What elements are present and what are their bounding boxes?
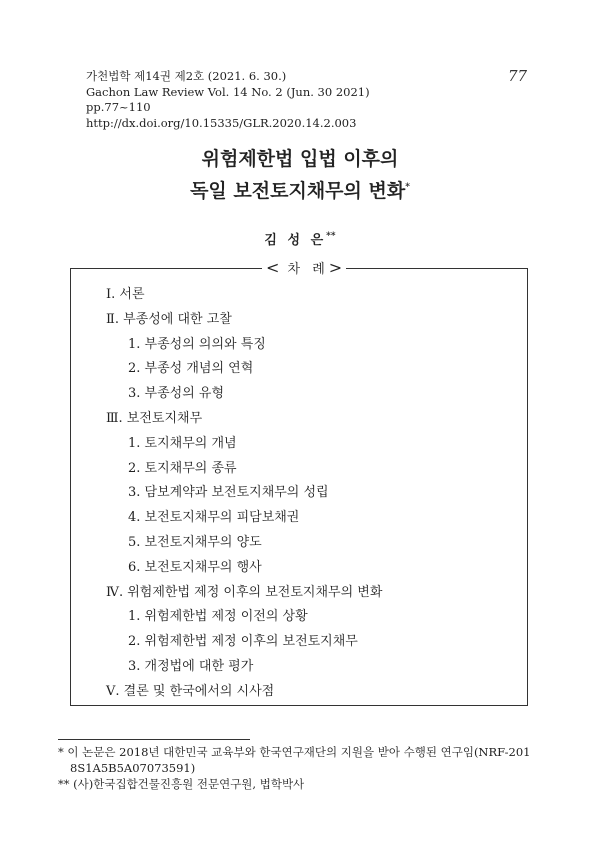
paper-title-line-2: 독일 보전토지채무의 변화* bbox=[190, 180, 410, 202]
journal-citation-en: Gachon Law Review Vol. 14 No. 2 (Jun. 30 2021) bbox=[86, 84, 370, 99]
toc-section: Ⅴ. 결론 및 한국에서의 시사점 bbox=[106, 683, 275, 699]
title-footnote-marker: * bbox=[405, 182, 410, 193]
author-footnote-marker: ** bbox=[326, 231, 336, 242]
toc-subsection: 3. 부종성의 유형 bbox=[128, 386, 225, 402]
toc-subsection: 1. 위험제한법 제정 이전의 상황 bbox=[128, 609, 308, 625]
toc-subsection: 2. 토지채무의 종류 bbox=[128, 460, 237, 476]
paper-title-line-1: 위험제한법 입법 이후의 bbox=[201, 148, 399, 170]
toc-subsection: 2. 부종성 개념의 연혁 bbox=[128, 361, 254, 377]
toc-heading: < 차 례> bbox=[262, 258, 346, 280]
toc-section: Ⅱ. 부종성에 대한 고찰 bbox=[106, 311, 232, 327]
page-range: pp.77~110 bbox=[86, 100, 151, 114]
toc-subsection: 4. 보전토지채무의 피담보채권 bbox=[128, 510, 300, 526]
right-angle-bracket: > bbox=[328, 258, 343, 277]
toc-subsection: 1. 부종성의 의의와 특징 bbox=[128, 336, 266, 352]
footnote-2: ** (사)한국집합건물진흥원 전문연구원, 법학박사 bbox=[58, 777, 305, 791]
toc-subsection: 3. 담보계약과 보전토지채무의 성립 bbox=[128, 485, 329, 501]
table-of-contents bbox=[106, 283, 382, 705]
page-number: 77 bbox=[508, 67, 528, 85]
footnote-1-continuation: 8S1A5B5A07073591) bbox=[70, 761, 196, 775]
footnote-divider bbox=[58, 739, 250, 740]
toc-section: Ⅲ. 보전토지채무 bbox=[106, 410, 203, 426]
toc-subsection: 2. 위험제한법 제정 이후의 보전토지채무 bbox=[128, 634, 358, 650]
doi-link[interactable]: http://dx.doi.org/10.15335/GLR.2020.14.2.003 bbox=[86, 115, 357, 130]
left-angle-bracket: < bbox=[266, 258, 280, 277]
footnotes bbox=[58, 744, 538, 792]
toc-section: Ⅰ. 서론 bbox=[106, 287, 145, 302]
toc-section: Ⅳ. 위험제한법 제정 이후의 보전토지채무의 변화 bbox=[106, 584, 383, 600]
journal-header bbox=[86, 69, 370, 131]
toc-subsection: 1. 토지채무의 개념 bbox=[128, 435, 237, 451]
journal-citation: 가천법학 제14권 제2호 (2021. 6. 30.) bbox=[86, 69, 287, 83]
toc-subsection: 5. 보전토지채무의 양도 bbox=[128, 534, 262, 550]
toc-subsection: 6. 보전토지채무의 행사 bbox=[128, 559, 262, 575]
footnote-1: * 이 논문은 2018년 대한민국 교육부와 한국연구재단의 지원을 받아 수행된 연구임(NRF-201 bbox=[58, 745, 531, 759]
toc-subsection: 3. 개정법에 대한 평가 bbox=[128, 658, 254, 674]
author-name: 김 성 은** bbox=[264, 231, 336, 248]
